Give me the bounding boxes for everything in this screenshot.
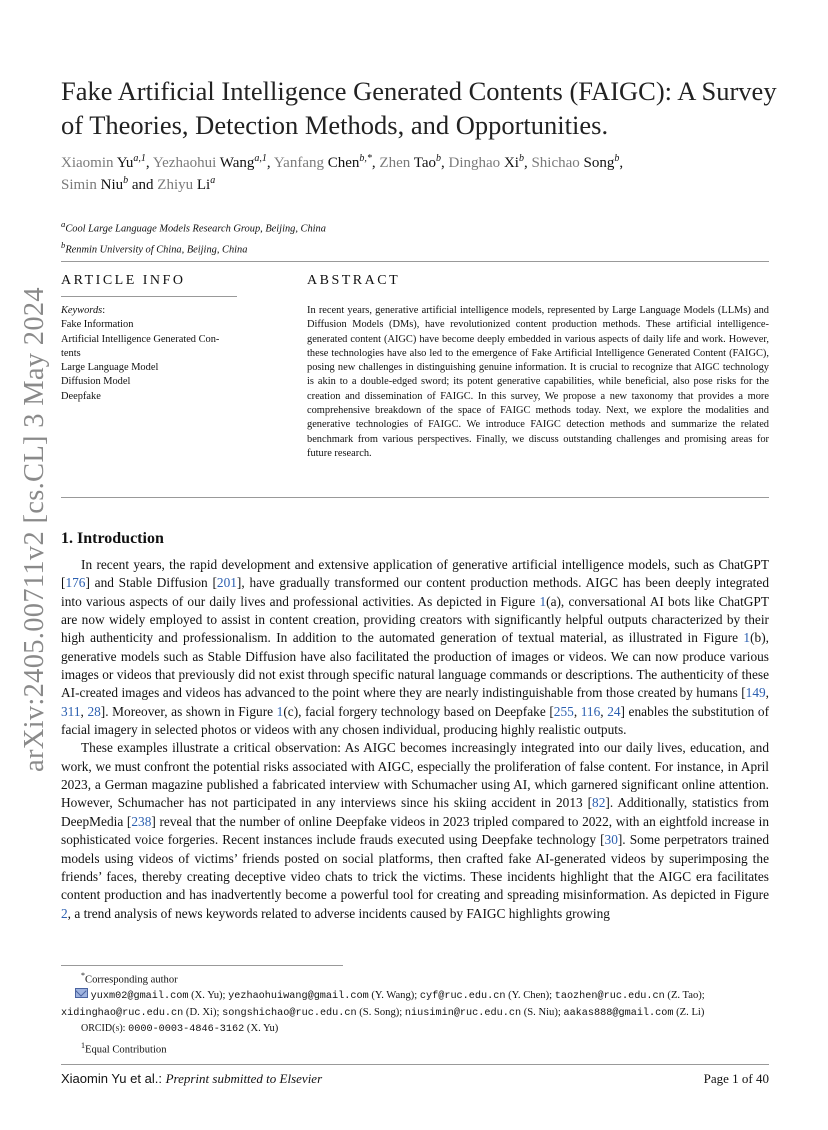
affiliation	[61, 237, 326, 258]
keywords-label: Keywords	[61, 305, 103, 316]
author-first-name[interactable]: Simin	[61, 177, 101, 193]
email-owner: (Z. Li)	[673, 1006, 705, 1018]
citation-link[interactable]: 1	[276, 703, 284, 719]
footer-author: Xiaomin Yu et al.:	[61, 1071, 162, 1086]
email-address[interactable]: aakas888@gmail.com	[563, 1007, 674, 1019]
author-affiliation-mark: b,*	[359, 153, 372, 164]
author-surname[interactable]: Tao	[413, 155, 437, 171]
divider-abstract	[61, 497, 769, 498]
email-owner: (Y. Wang);	[368, 990, 420, 1002]
citation-link[interactable]: 1	[539, 593, 547, 609]
affiliation-text: Cool Large Language Models Research Group, Beijing, China	[65, 223, 326, 235]
orcid-value[interactable]: 0000-0003-4846-3162	[128, 1024, 245, 1036]
orcid-label: ORCID(s):	[81, 1023, 126, 1035]
citation-link[interactable]: 30	[604, 832, 618, 848]
footnote-orcid	[61, 1021, 769, 1038]
email-owner: (Z. Tao);	[664, 990, 705, 1002]
author-affiliation-mark: b	[614, 153, 620, 164]
email-icon	[75, 988, 88, 998]
keyword-item: Deepfake	[61, 390, 101, 402]
footer-divider	[61, 1064, 769, 1065]
author	[61, 177, 128, 193]
author-affiliation-mark: b	[518, 153, 524, 164]
author-surname[interactable]: Song	[583, 155, 615, 171]
author-first-name[interactable]: Yanfang	[273, 155, 328, 171]
author-list: Xiaomin Yu$^{a,1}$, Yezhaohui Wang$^{a,1}$, Yanfang Chen$^{b,*}$, Zhen Tao$^b$, Dinghao Xi$^b$, Shichao Song$^b$, Simin Niu$^b$ and Zhiyu Li$^a$	[61, 153, 624, 193]
introduction-body	[61, 556, 769, 923]
email-owner: (S. Niu);	[521, 1006, 564, 1018]
affiliation-mark: b	[61, 240, 66, 251]
paper-title: Fake Artificial Intelligence Generated Contents (FAIGC): A Survey of Theories, Detection Methods, and Opportunities.	[61, 76, 777, 140]
author	[379, 155, 441, 171]
citation-link[interactable]: 1	[743, 630, 751, 646]
email-address[interactable]: cyf@ruc.edu.cn	[419, 991, 506, 1003]
keyword-item: Diffusion Model	[61, 376, 131, 388]
divider-article-info	[61, 296, 237, 297]
keyword-item: Artificial Intelligence Generated Con-	[61, 333, 220, 345]
keyword-item: tents	[61, 347, 81, 359]
email-address[interactable]: yuxm02@gmail.com	[90, 991, 189, 1003]
affiliation	[61, 216, 326, 237]
author	[274, 155, 372, 171]
author-first-name[interactable]: Dinghao	[448, 155, 504, 171]
divider-top	[61, 261, 769, 262]
keywords-block: Keywords: Fake Information Artificial Intelligence Generated Con- tents Large Language Model Diffusion Model Deepfake	[61, 304, 241, 404]
author-affiliation-mark: a,1	[254, 153, 267, 164]
citation-link[interactable]: 311	[61, 703, 81, 719]
citation-link[interactable]: 238	[131, 813, 152, 829]
author-affiliation-mark: b	[123, 175, 129, 186]
author-first-name[interactable]: Zhiyu	[157, 177, 197, 193]
author-surname[interactable]: Li	[196, 177, 211, 193]
email-owner: (S. Song);	[356, 1006, 405, 1018]
corresponding-label: Corresponding author	[85, 974, 178, 986]
email-owner: (Y. Chen);	[505, 990, 555, 1002]
keyword-item: Large Language Model	[61, 362, 159, 374]
author	[449, 155, 524, 171]
author-surname[interactable]: Wang	[219, 155, 255, 171]
author-affiliation-mark: a	[210, 175, 216, 186]
affiliation-list	[61, 216, 326, 259]
abstract-heading: ABSTRACT	[307, 273, 401, 288]
email-address[interactable]: niusimin@ruc.edu.cn	[404, 1007, 522, 1019]
keywords-list	[61, 318, 241, 404]
article-info-heading: ARTICLE INFO	[61, 273, 186, 288]
citation-link[interactable]: 82	[592, 795, 606, 811]
arxiv-stamp: arXiv:2405.00711v2 [cs.CL] 3 May 2024	[19, 287, 50, 772]
email-address[interactable]: taozhen@ruc.edu.cn	[554, 991, 665, 1003]
email-address[interactable]: yezhaohuiwang@gmail.com	[228, 991, 369, 1003]
intro-paragraph-2: These examples illustrate a critical observation: As AIGC becomes increasingly integrated into our daily lives, education, and work, we must confront the potential risks associated with AIGC, especially the proliferation of false content. For instance, in April 2023, a German magazine published a fabricated interview with Schumacher using AI, which garnered significant online attention. However, Schumacher has not participated in any interviews since his skiing accident in 2013 [82]. Additionally, statistics from DeepMedia [238] reveal that the number of online Deepfake videos in 2023 tripled compared to 2022, with an eightfold increase in sophisticated voice forgeries. Recent instances include frauds executed using Deepfake technology [30]. Some perpetrators trained models using videos of victims’ friends posted on social platforms, then crafted fake AI-generated videos by superimposing the friends’ faces, thereby creating deceptive video chats to trick the victims. These incidents highlight that the AIGC era facilitates content production and has inadvertently become a powerful tool for creating and spreading misinformation. As depicted in Figure 2, a trend analysis of news keywords related to adverse incidents caused by FAIGC highlights growing	[61, 740, 769, 921]
author-first-name[interactable]: Zhen	[379, 155, 414, 171]
section-heading-introduction: 1. Introduction	[61, 530, 164, 547]
author	[157, 177, 215, 193]
intro-paragraph-1: In recent years, the rapid development and extensive application of generative artificial intelligence models, such as ChatGPT [176] and Stable Diffusion [201], have gradually transformed our content production methods. AIGC has been deeply integrated into various aspects of our daily lives and professional activities. As depicted in Figure 1(a), conversational AI bots like ChatGPT are now widely employed to assist in content creation, providing creators with significantly helpful outputs characterized by their high authenticity and professionalism. In addition to the automated generation of textual material, as illustrated in Figure 1(b), generative models such as Stable Diffusion have also facilitated the production of images or videos. We can now produce various images or videos that previously did not exist through specific natural language commands or descriptions. The authenticity of these AI-created images and videos has advanced to the point where they are nearly indistinguishable from those created by humans [149, 311, 28]. Moreover, as shown in Figure 1(c), facial forgery technology based on Deepfake [255, 116, 24] enables the substitution of facial imagery in selected photos or videos with any chosen individual, producing highly realistic outputs.	[61, 557, 770, 738]
citation-link[interactable]: 116	[580, 703, 601, 719]
author-surname[interactable]: Niu	[100, 177, 124, 193]
author	[61, 155, 146, 171]
citation-link[interactable]: 149	[745, 685, 766, 701]
author-surname[interactable]: Xi	[503, 155, 519, 171]
citation-link[interactable]: 24	[607, 703, 621, 719]
footnote-equal: $^1$Equal Contribution	[81, 1040, 167, 1056]
affiliation-text: Renmin University of China, Beijing, China	[65, 244, 248, 256]
citation-link[interactable]: 28	[87, 703, 101, 719]
citation-link[interactable]: 201	[216, 575, 237, 591]
author-affiliation-mark: b	[436, 153, 442, 164]
equal-contribution-label: Equal Contribution	[85, 1044, 167, 1056]
author-surname[interactable]: Chen	[327, 155, 360, 171]
email-owner: (D. Xi);	[183, 1006, 223, 1018]
page-number: Page 1 of 40	[703, 1071, 769, 1086]
author-first-name[interactable]: Xiaomin	[61, 155, 117, 171]
author-first-name[interactable]: Yezhaohui	[152, 155, 220, 171]
citation-link[interactable]: 2	[61, 905, 68, 921]
email-address[interactable]: xidinghao@ruc.edu.cn	[61, 1007, 184, 1019]
footer-left	[61, 1071, 322, 1087]
footnote-divider	[61, 965, 343, 966]
affiliation-mark: a	[61, 219, 66, 229]
author	[531, 155, 619, 171]
orcid-who: (X. Yu)	[244, 1023, 279, 1035]
author-first-name[interactable]: Shichao	[531, 155, 584, 171]
abstract-text: In recent years, generative artificial intelligence models, represented by Large Language Models (LLMs) and Diffusion Models (DMs), have revolutionized content production methods. These artificial intelligence-generated content (AIGC) have become deeply embedded in various aspects of daily life and work. However, these technologies have also led to the emergence of Fake Artificial Intelligence Generated Content (FAIGC), posing new challenges in distinguishing genuine information. It is crucial to recognize that AIGC technology is akin to a double-edged sword; its potent generative capabilities, while beneficial, also pose risks for the creation and dissemination of FAIGC. In this survey, We propose a new taxonomy that provides a more comprehensive breakdown of the space of FAIGC methods today. Next, we explore the modalities and generative technologies of FAIGC. We introduce FAIGC detection methods and summarize the related benchmark from various perspectives. Finally, we discuss outstanding challenges and promising areas for future research.	[307, 305, 769, 459]
author	[153, 155, 267, 171]
citation-link[interactable]: 176	[65, 575, 86, 591]
footer-preprint: Preprint submitted to Elsevier	[165, 1071, 323, 1086]
keyword-item: Fake Information	[61, 319, 134, 331]
citation-link[interactable]: 255	[553, 703, 574, 719]
email-address[interactable]: songshichao@ruc.edu.cn	[222, 1007, 357, 1019]
footnotes	[61, 968, 769, 1058]
email-owner: (X. Yu);	[188, 990, 229, 1002]
footnote-corresponding: *Corresponding author	[81, 971, 178, 986]
author-surname[interactable]: Yu	[116, 155, 134, 171]
footnote-emails	[61, 988, 769, 1021]
author-affiliation-mark: a,1	[133, 153, 146, 164]
